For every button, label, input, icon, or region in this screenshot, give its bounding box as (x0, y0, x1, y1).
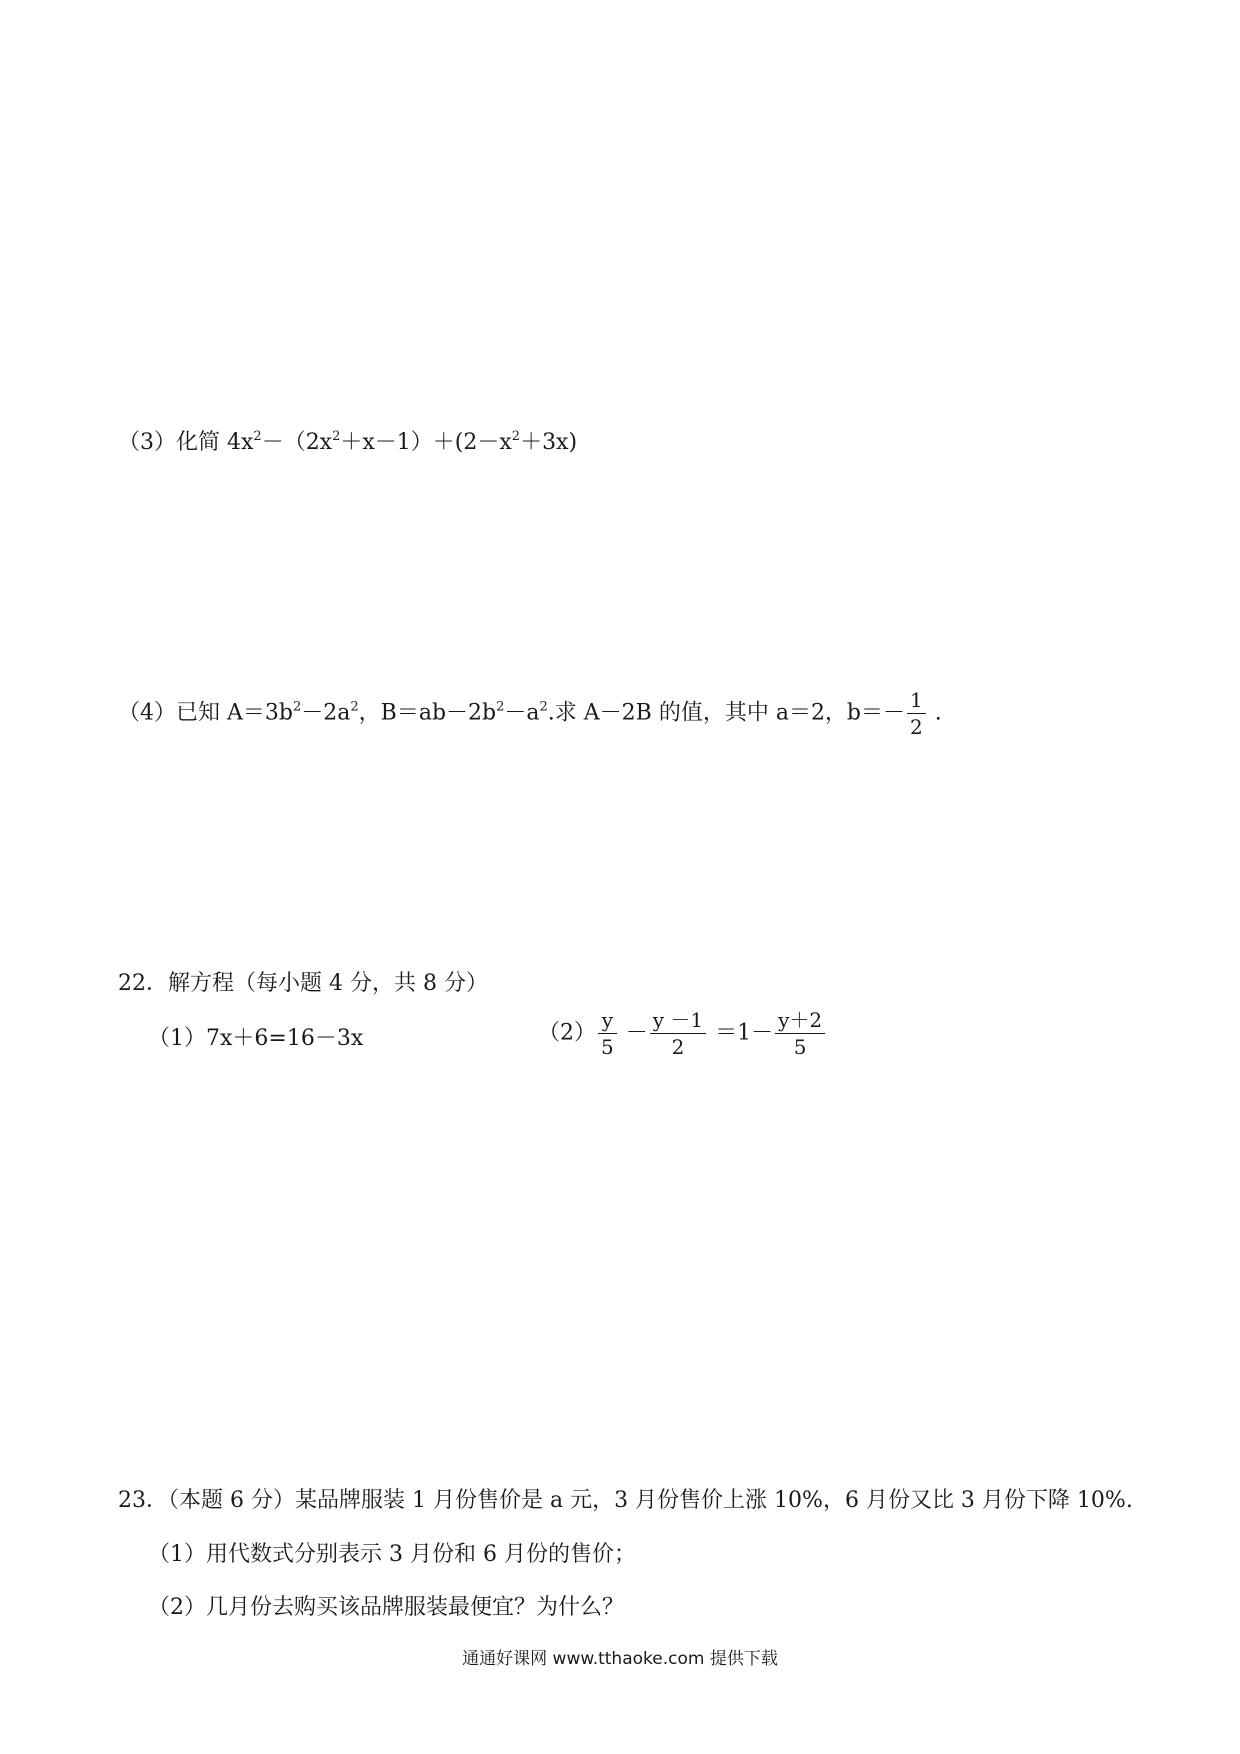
q21-4-exp-4: 2 (539, 699, 548, 715)
question-23-title: 23．（本题 6 分）某品牌服装 1 月份售价是 a 元，3 月份售价上涨 10%，6 月份又比 3 月份下降 10%. (118, 1488, 1133, 1513)
fraction-numerator: y (601, 1008, 614, 1032)
q22-2-op-1: － (618, 1020, 648, 1046)
q21-3-text-a: （3）化简 4x (118, 430, 254, 455)
q21-4-text-a: （4）已知 A＝3b (118, 700, 293, 726)
q21-3-text-c: ＋x－1）＋(2－x (340, 430, 512, 455)
fraction-y-over-5 (598, 1010, 617, 1057)
fraction-denominator: 5 (601, 1035, 614, 1059)
q21-3-text-d: ＋3x) (520, 430, 578, 455)
q21-3-text-b: －（2x (261, 430, 333, 455)
q21-4-text-b: －2a (301, 700, 351, 726)
question-21-4 (118, 690, 942, 737)
footer-source: 通通好课网 www.tthaoke.com 提供下载 (462, 1649, 778, 1669)
q21-4-text-e: .求 A－2B 的值，其中 a＝2，b＝－ (547, 700, 906, 726)
question-22-1: （1）7x＋6=16－3x (148, 1026, 364, 1051)
question-21-3 (118, 429, 578, 455)
fraction-one-half (907, 690, 926, 737)
question-22-2 (538, 1010, 827, 1057)
q22-2-label: （2） (538, 1020, 596, 1046)
fraction-numerator: y －1 (652, 1008, 704, 1032)
q21-4-exp-1: 2 (292, 699, 302, 715)
question-22-title: 22．解方程（每小题 4 分，共 8 分） (118, 971, 488, 996)
fraction-y-minus-1-over-2 (650, 1010, 706, 1057)
question-23-1: （1）用代数式分别表示 3 月份和 6 月份的售价； (148, 1542, 636, 1567)
fraction-denominator: 2 (671, 1035, 685, 1059)
q21-4-text-f: . (927, 700, 942, 726)
q21-3-exp-3: 2 (511, 429, 521, 444)
q21-3-exp-2: 2 (332, 429, 341, 444)
q21-4-exp-3: 2 (496, 699, 505, 715)
question-23-2: （2）几月份去购买该品牌服装最便宜？为什么？ (148, 1595, 624, 1620)
fraction-numerator: y＋2 (778, 1008, 823, 1032)
fraction-denominator: 2 (910, 715, 923, 739)
q21-4-exp-2: 2 (350, 699, 359, 715)
q21-4-text-d: －a (504, 700, 540, 726)
fraction-numerator: 1 (910, 688, 923, 712)
q21-4-text-c: ，B＝ab－2b (358, 700, 497, 726)
q21-3-exp-1: 2 (253, 429, 262, 444)
fraction-y-plus-2-over-5 (775, 1010, 825, 1057)
q22-2-op-2: ＝1－ (708, 1020, 774, 1046)
fraction-denominator: 5 (793, 1035, 807, 1059)
